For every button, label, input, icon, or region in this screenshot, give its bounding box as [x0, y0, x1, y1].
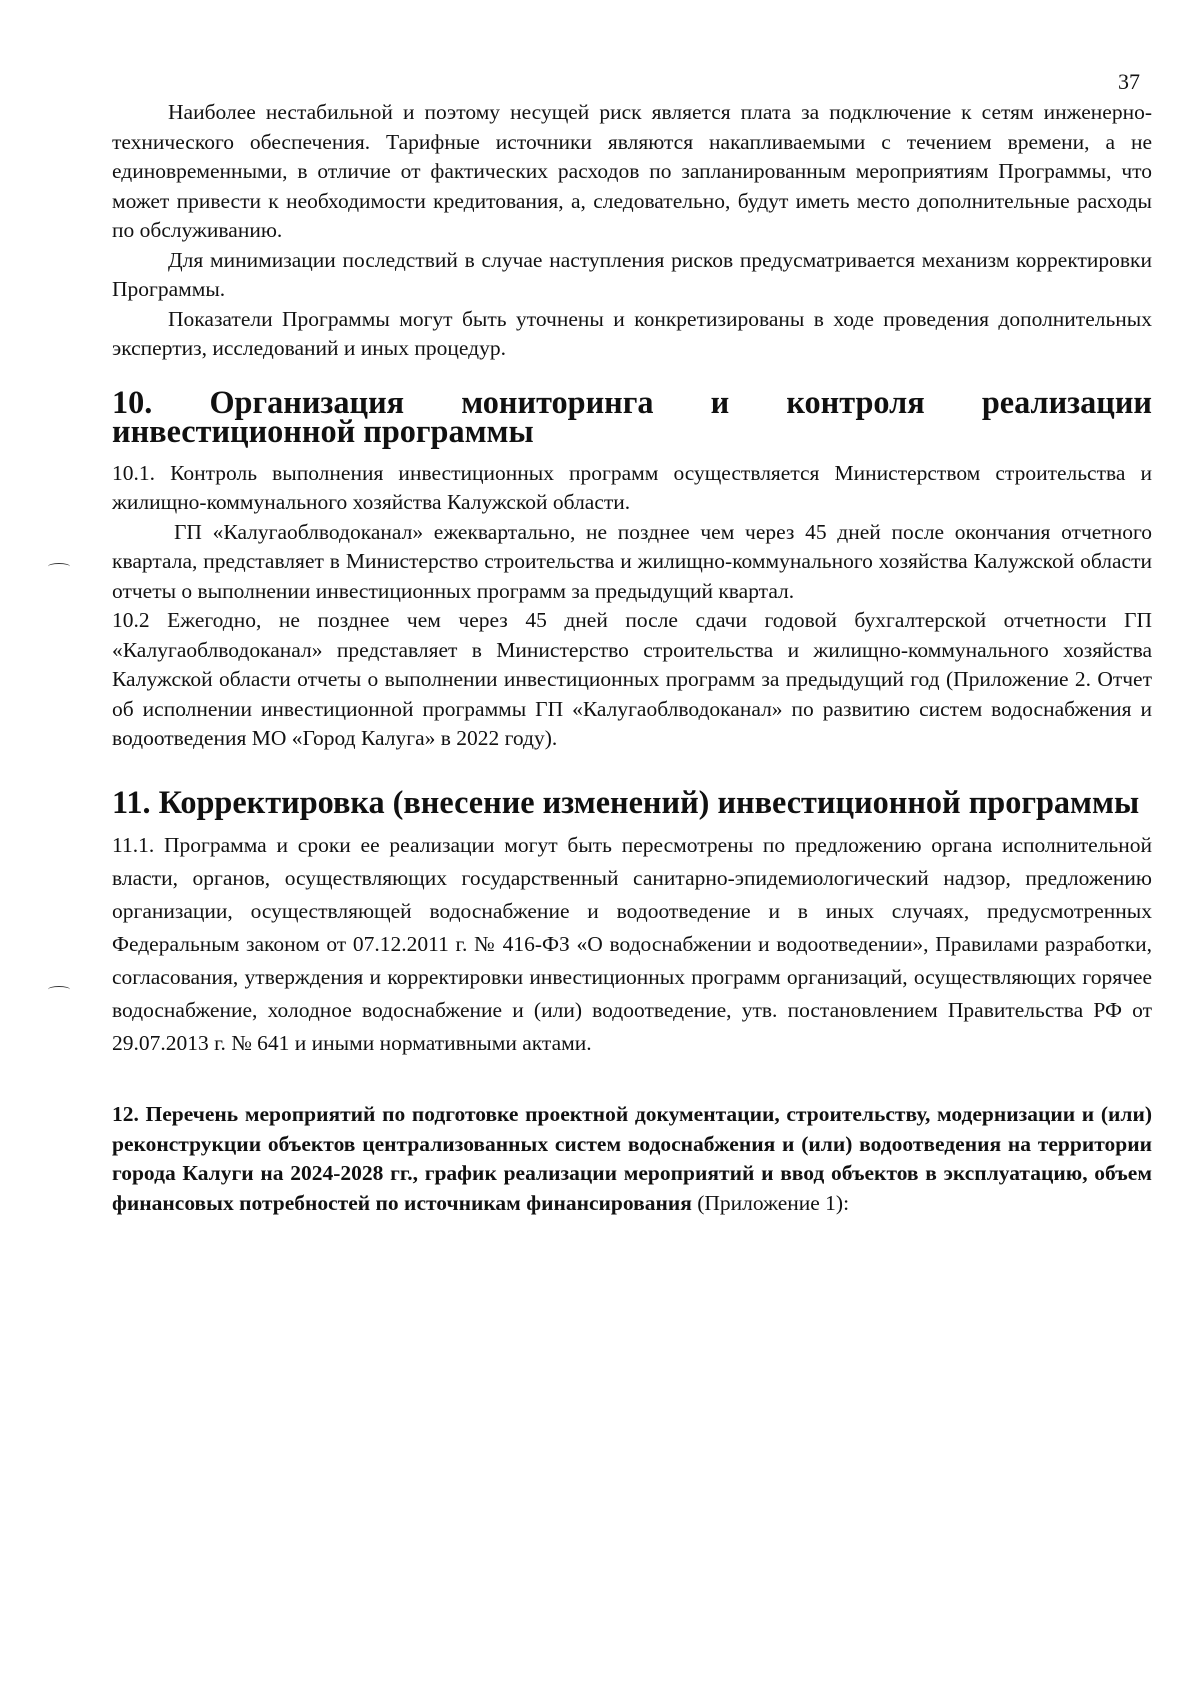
section-12-title: 12. Перечень мероприятий по подготовке проектной документации, строительству, модернизации и (или) реконструкции объектов централизованных систем водоснабжения и (или) водоотведения на территории города Калуги на 2024-2028 гг., график реализации мероприятий и ввод объектов в эксплуатацию, объем финансовых потребностей по источникам финансирования — [112, 1102, 1152, 1215]
margin-mark — [48, 986, 70, 993]
section-11-paragraph-1: 11.1. Программа и сроки ее реализации могут быть пересмотрены по предложению органа исполнительной власти, органов, осуществляющих государственный санитарно-эпидемиологический надзор, предложению организации, осуществляющей водоснабжение и водоотведение и в иных случаях, предусмотренных Федеральным законом от 07.12.2011 г. № 416-ФЗ «О водоснабжении и водоотведении», Правилами разработки, согласования, утверждения и корректировки инвестиционных программ организаций, осуществляющих горячее водоснабжение, холодное водоснабжение и (или) водоотведение, утв. постановлением Правительства РФ от 29.07.2013 г. № 641 и иными нормативными актами. — [112, 833, 1152, 1055]
section-10-paragraph-1: 10.1. Контроль выполнения инвестиционных программ осуществляется Министерством строительства и жилищно-коммунального хозяйства Калужской области. — [112, 460, 1152, 514]
paragraph-mitigation: Для минимизации последствий в случае наступления рисков предусматривается механизм корректировки Программы. — [112, 247, 1152, 301]
section-10-paragraph-3: 10.2 Ежегодно, не позднее чем через 45 дней после сдачи годовой бухгалтерской отчетности ГП «Калугаоблводоканал» представляет в Министерство строительства и жилищно-коммунального хозяйства Калужской области отчеты о выполнении инвестиционных программ за предыдущий год (Приложение 2. Отчет об исполнении инвестиционной программы ГП «Калугаоблводоканал» по развитию систем водоснабжения и водоотведения МО «Город Калуга» в 2022 году). — [112, 608, 1152, 750]
paragraph-risk: Наиболее нестабильной и поэтому несущей риск является плата за подключение к сетям инженерно-технического обеспечения. Тарифные источники являются накапливаемыми с течением времени, а не единовременными, в отличие от фактических расходов по запланированным мероприятиям Программы, что может привести к необходимости кредитования, а, следовательно, будут иметь место дополнительные расходы по обслуживанию. — [112, 100, 1152, 242]
margin-mark — [48, 563, 70, 570]
section-10-paragraph-2: ГП «Калугаоблводоканал» ежеквартально, не позднее чем через 45 дней после окончания отчетного квартала, представляет в Министерство строительства и жилищно-коммунального хозяйства Калужской области отчеты о выполнении инвестиционных программ за предыдущий квартал. — [112, 519, 1152, 603]
section-12-heading — [112, 1100, 1152, 1218]
section-10-heading: 10. Организация мониторинга и контроля реализации инвестиционной программы — [112, 383, 1152, 449]
section-12-appendix-ref: (Приложение 1): — [691, 1190, 850, 1215]
paragraph-indicators: Показатели Программы могут быть уточнены и конкретизированы в ходе проведения дополнительных экспертиз, исследований и иных процедур. — [112, 306, 1152, 360]
document-body — [112, 98, 1152, 1218]
section-11-heading: 11. Корректировка (внесение изменений) инвестиционной программы — [112, 783, 1140, 820]
page-number: 37 — [1118, 69, 1140, 94]
